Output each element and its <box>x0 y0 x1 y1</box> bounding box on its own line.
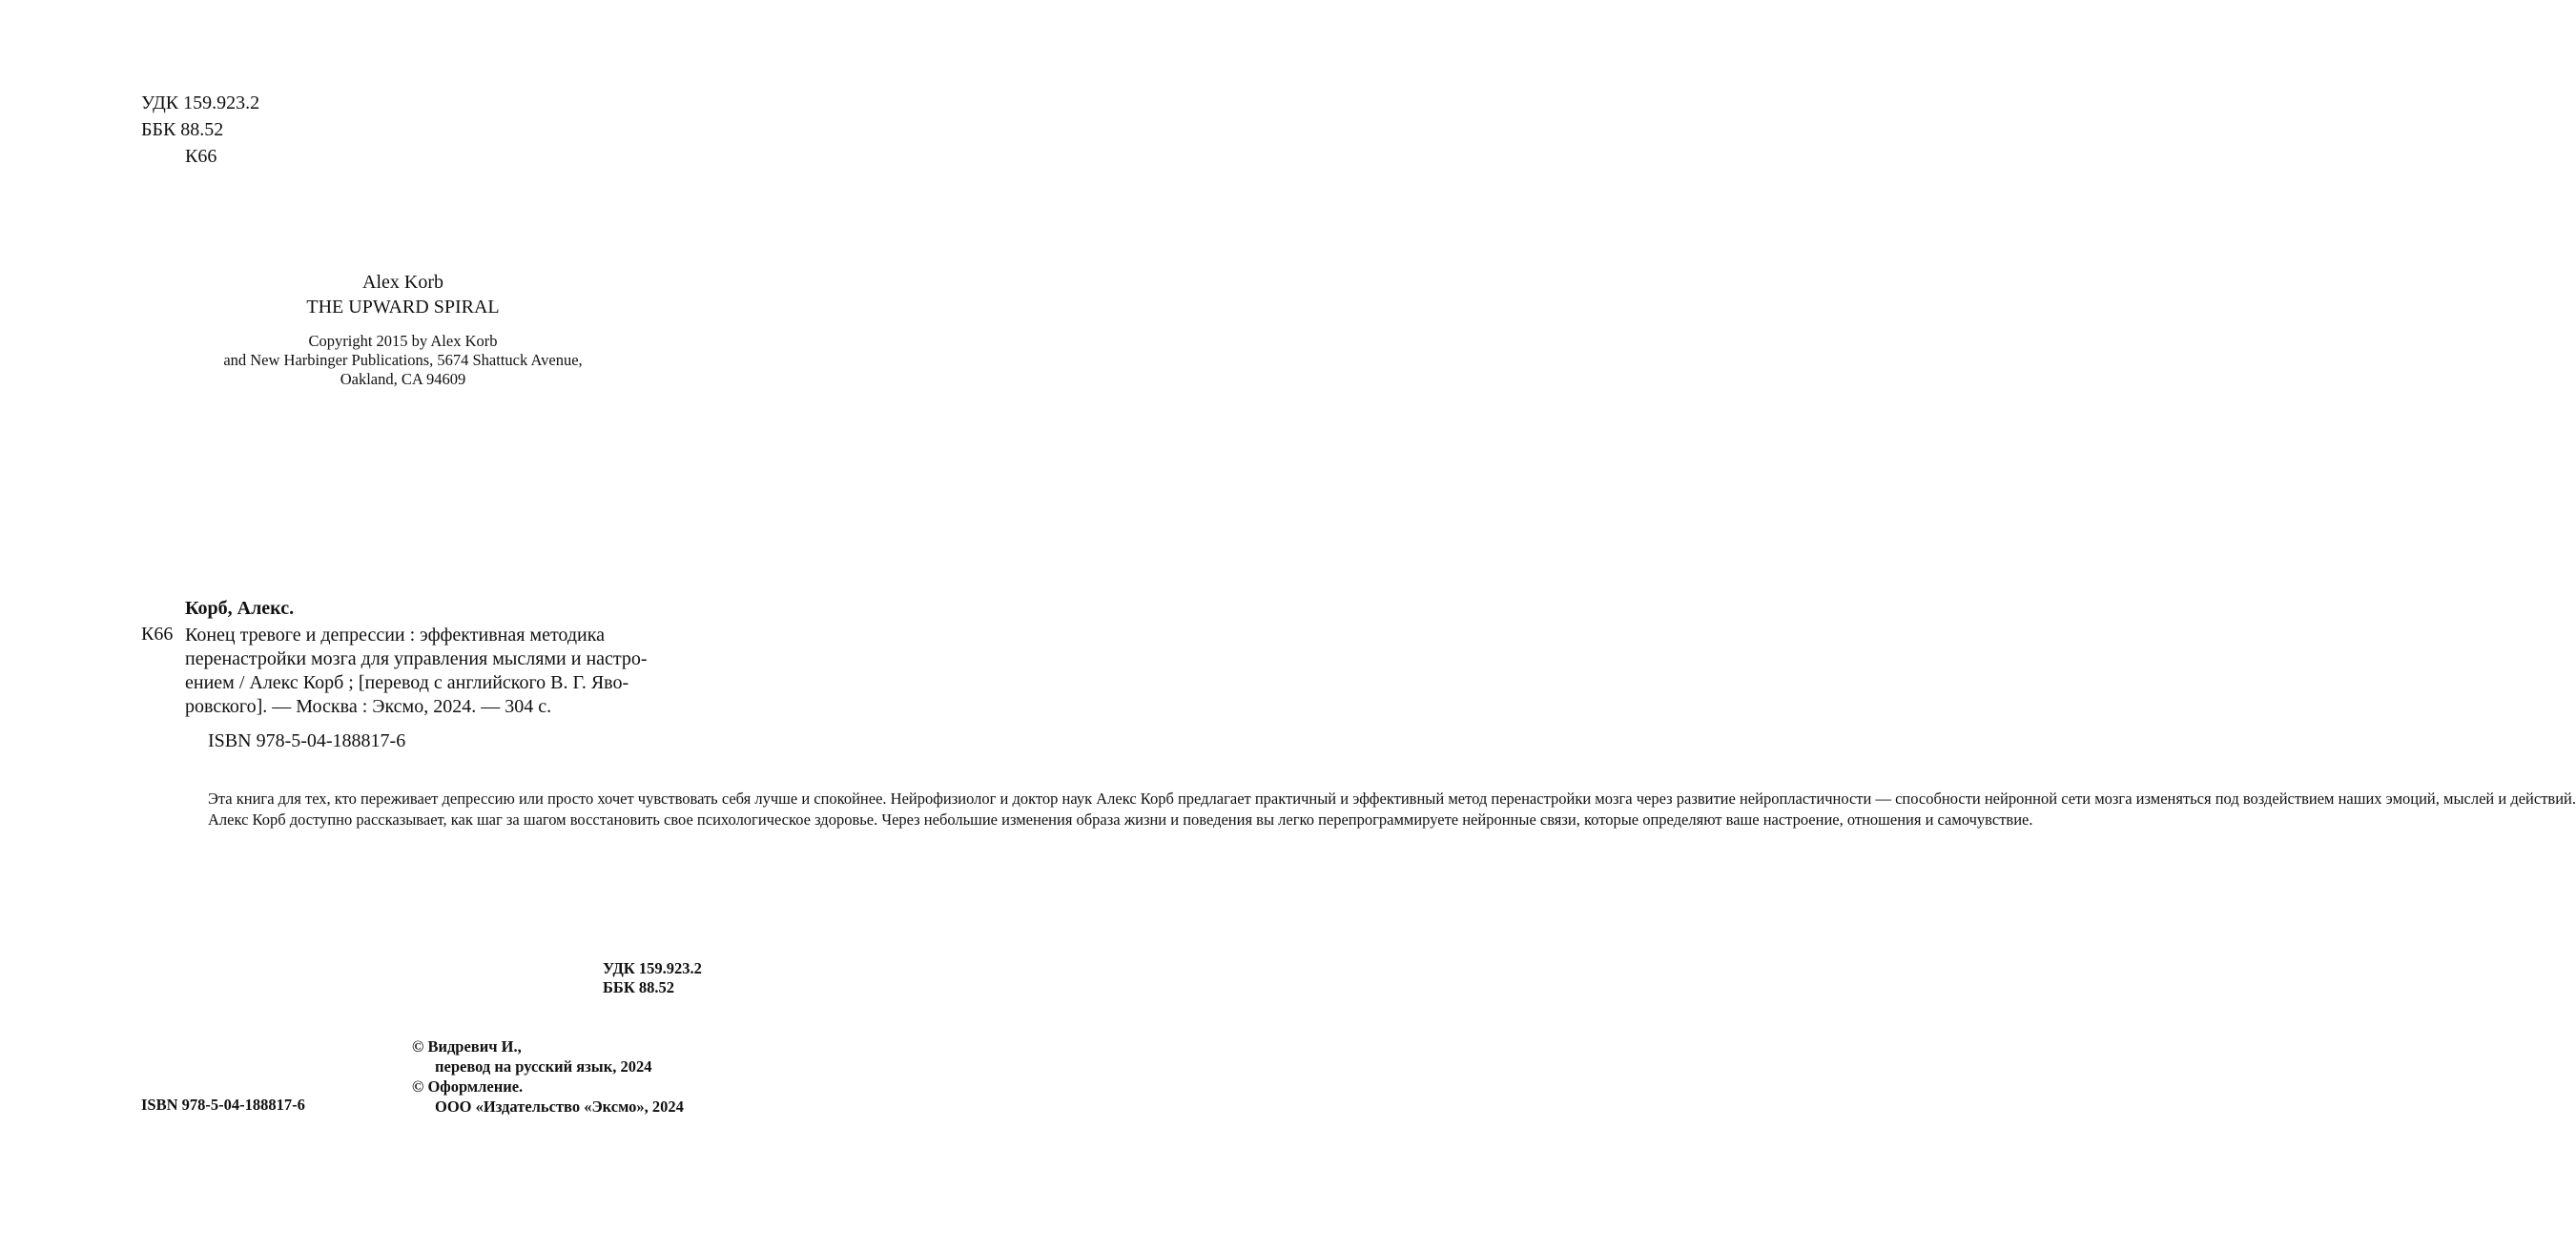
bibliographic-description <box>185 624 710 719</box>
annotation <box>185 790 2576 830</box>
rights-block <box>412 1036 684 1117</box>
rights-design: © Оформление. <box>412 1077 524 1096</box>
rights-translator: © Видревич И., <box>412 1037 522 1056</box>
rights-publisher: ООО «Издательство «Эксмо», 2024 <box>435 1097 684 1116</box>
description-line: ровского]. — Москва : Эксмо, 2024. — 304 с. <box>185 696 552 717</box>
original-title-block <box>0 270 806 319</box>
original-author: Alex Korb <box>362 272 443 293</box>
record-author-mark: К66 <box>141 624 174 645</box>
annotation-paragraph: Алекс Корб доступно рассказывает, как шаг за шагом восстановить свое психологическое здоровье. Через небольшие изменения образа жизни и поведения вы легко перепрограммируете нейронные связи, которые определяют ваше настроение, отношения и самочувствие. <box>208 810 2033 829</box>
bbk-code: ББК 88.52 <box>141 119 224 140</box>
description-line: Конец тревоге и депрессии : эффективная методика <box>185 625 606 646</box>
record-isbn: ISBN 978-5-04-188817-6 <box>208 730 406 751</box>
copyright-line: and New Harbinger Publications, 5674 Shattuck Avenue, <box>223 351 583 369</box>
description-line: ением / Алекс Корб ; [перевод с английского В. Г. Яво- <box>185 672 629 693</box>
footer-udk: УДК 159.923.2 <box>603 959 702 977</box>
copyright-line: Oakland, CA 94609 <box>340 370 466 388</box>
description-line: перенастройки мозга для управления мыслями и настро- <box>185 648 648 669</box>
udk-code: УДК 159.923.2 <box>141 92 260 113</box>
classification-block <box>141 90 259 170</box>
original-title: THE UPWARD SPIRAL <box>306 297 500 318</box>
copyright-notice <box>0 332 806 389</box>
footer-classification <box>603 959 702 997</box>
author-mark: К66 <box>185 146 217 167</box>
annotation-paragraph: Эта книга для тех, кто переживает депрессию или просто хочет чувствовать себя лучше и спокойнее. Нейрофизиолог и доктор наук Алекс Корб предлагает практичный и эффективный метод перенастройки мозга через развитие нейропластичности — способности нейронной сети мозга изменяться под воздействием наших эмоций, мыслей и действий. <box>208 790 2576 808</box>
record-author-heading: Корб, Алекс. <box>185 598 295 619</box>
footer-isbn: ISBN 978-5-04-188817-6 <box>141 1096 305 1114</box>
copyright-line: Copyright 2015 by Alex Korb <box>308 332 498 350</box>
footer-bbk: ББК 88.52 <box>603 978 675 996</box>
rights-translation: перевод на русский язык, 2024 <box>435 1057 652 1076</box>
